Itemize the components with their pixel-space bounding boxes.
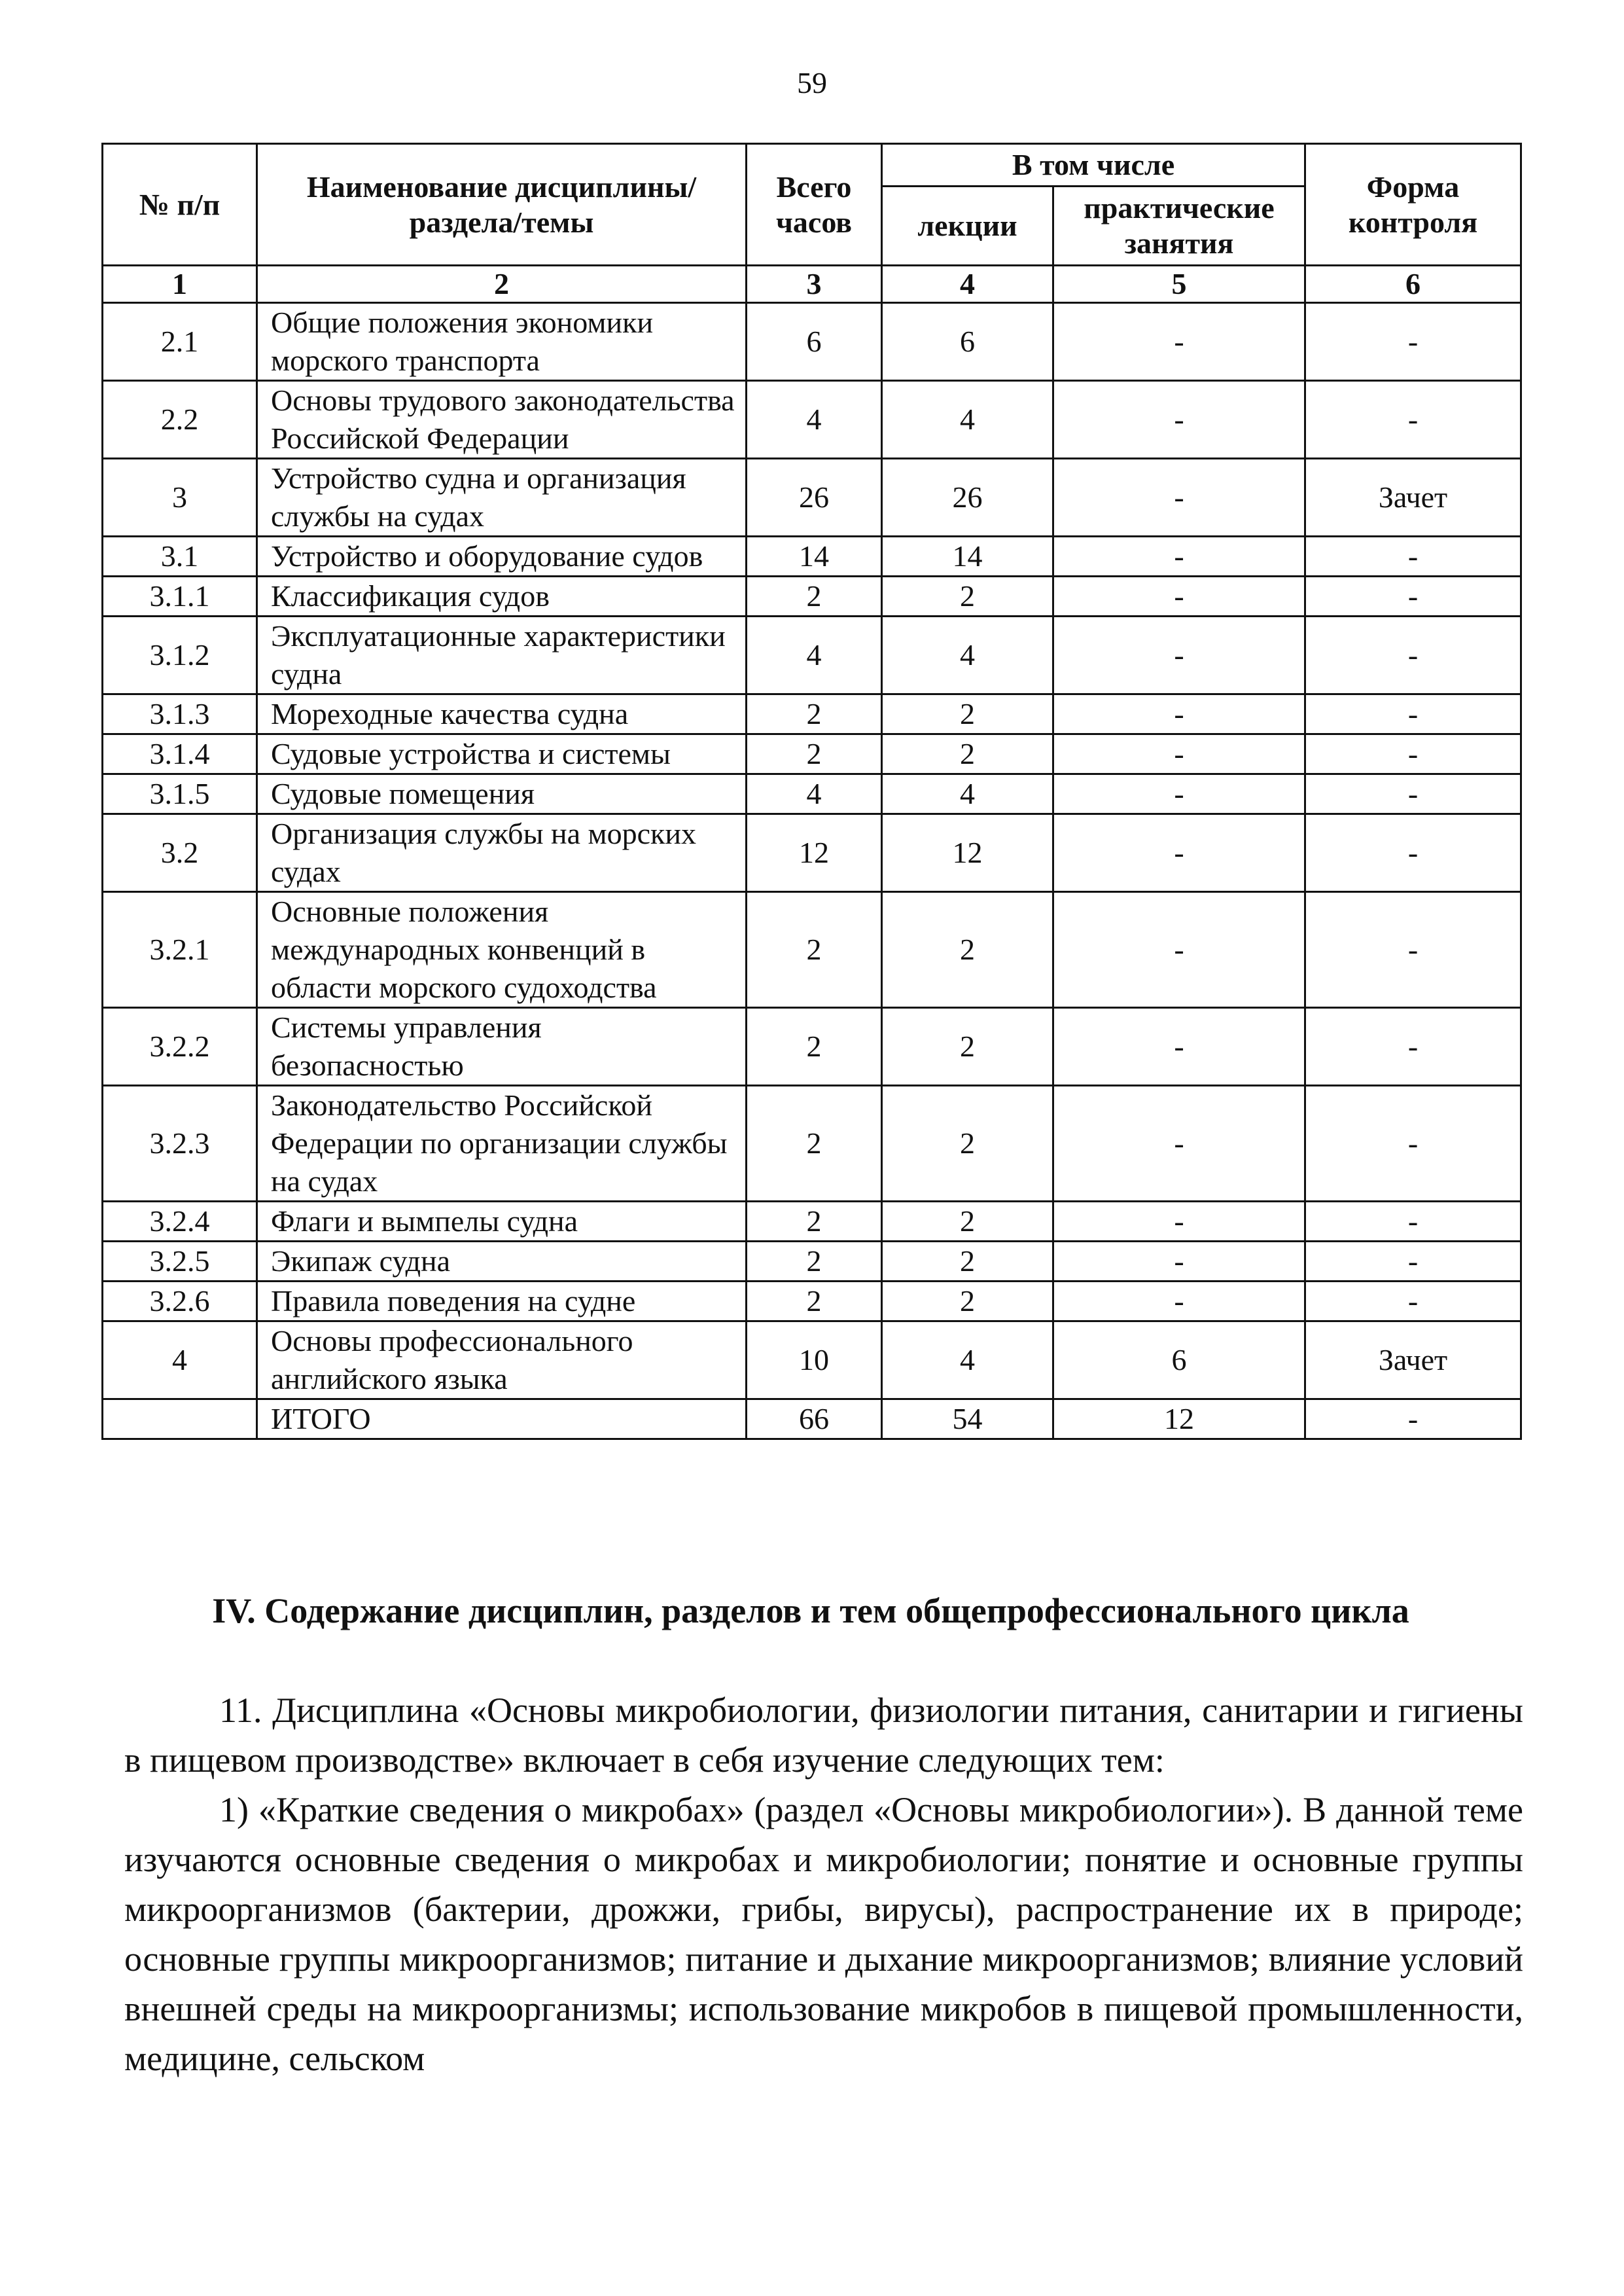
- index-cell: 6: [1305, 266, 1521, 303]
- row-number: 3: [103, 459, 257, 537]
- row-name: Основы профессионального английского языка: [257, 1321, 747, 1399]
- row-name: Эксплуатационные характеристики судна: [257, 617, 747, 694]
- row-lecture-hours: 14: [882, 537, 1053, 577]
- row-number: 3.2.4: [103, 1202, 257, 1242]
- row-practice-hours: -: [1053, 537, 1305, 577]
- index-cell: 4: [882, 266, 1053, 303]
- row-name: Устройство и оборудование судов: [257, 537, 747, 577]
- row-control-form: -: [1305, 577, 1521, 617]
- row-practice-hours: -: [1053, 617, 1305, 694]
- row-control-form: -: [1305, 1242, 1521, 1282]
- row-name: Законодательство Российской Федерации по организации службы на судах: [257, 1086, 747, 1202]
- row-number: 3.2: [103, 814, 257, 892]
- row-practice-hours: -: [1053, 734, 1305, 774]
- row-total-hours: 4: [747, 617, 882, 694]
- row-control-form: Зачет: [1305, 1321, 1521, 1399]
- row-practice-hours: -: [1053, 1282, 1305, 1321]
- row-control-form: -: [1305, 1399, 1521, 1439]
- row-lecture-hours: 2: [882, 1086, 1053, 1202]
- row-total-hours: 4: [747, 774, 882, 814]
- row-name: Судовые помещения: [257, 774, 747, 814]
- row-total-hours: 2: [747, 694, 882, 734]
- row-practice-hours: 6: [1053, 1321, 1305, 1399]
- row-control-form: -: [1305, 694, 1521, 734]
- row-name: Основы трудового законодательства Российской Федерации: [257, 381, 747, 459]
- row-control-form: -: [1305, 1202, 1521, 1242]
- row-number: 2.1: [103, 303, 257, 381]
- row-practice-hours: -: [1053, 1242, 1305, 1282]
- header-num: № п/п: [103, 144, 257, 266]
- row-control-form: -: [1305, 1008, 1521, 1086]
- row-lecture-hours: 2: [882, 1242, 1053, 1282]
- paragraph: 11. Дисциплина «Основы микробиологии, физиологии питания, санитарии и гигиены в пищевом производстве» включает в себя изучение следующих тем:: [124, 1691, 1523, 1780]
- row-number: 3.2.2: [103, 1008, 257, 1086]
- row-name: Классификация судов: [257, 577, 747, 617]
- index-cell: 3: [747, 266, 882, 303]
- row-number: 4: [103, 1321, 257, 1399]
- row-practice-hours: -: [1053, 381, 1305, 459]
- row-lecture-hours: 4: [882, 381, 1053, 459]
- row-lecture-hours: 4: [882, 1321, 1053, 1399]
- row-number: 3.2.6: [103, 1282, 257, 1321]
- row-total-hours: 14: [747, 537, 882, 577]
- row-total-hours: 26: [747, 459, 882, 537]
- row-lecture-hours: 4: [882, 617, 1053, 694]
- row-lecture-hours: 2: [882, 1282, 1053, 1321]
- row-number: 3.2.5: [103, 1242, 257, 1282]
- paragraph: 1) «Краткие сведения о микробах» (раздел «Основы микробиологии»). В данной теме изучаются основные сведения о микробах и микробиологии; понятие и основные группы микроорганизмов (бактерии, дрожжи, грибы, вирусы), распространение их в природе; основные группы микроорганизмов; питание и дыхание микроорганизмов; влияние условий внешней среды на микроорганизмы; использование микробов в пищевой промышленности, медицине, сельском: [124, 1790, 1523, 2078]
- row-lecture-hours: 12: [882, 814, 1053, 892]
- row-control-form: -: [1305, 303, 1521, 381]
- table-row: [103, 617, 1521, 694]
- table-row: [103, 1282, 1521, 1321]
- row-name: Общие положения экономики морского транспорта: [257, 303, 747, 381]
- row-practice-hours: -: [1053, 1086, 1305, 1202]
- row-total-hours: 6: [747, 303, 882, 381]
- row-control-form: -: [1305, 537, 1521, 577]
- row-lecture-hours: 2: [882, 1008, 1053, 1086]
- row-name: ИТОГО: [257, 1399, 747, 1439]
- header-total: Всего часов: [747, 144, 882, 266]
- row-number: 2.2: [103, 381, 257, 459]
- row-total-hours: 66: [747, 1399, 882, 1439]
- body-text: [124, 1685, 1523, 2083]
- row-number: 3.2.1: [103, 892, 257, 1008]
- table-row: [103, 303, 1521, 381]
- row-number: 3.1.4: [103, 734, 257, 774]
- row-total-hours: 2: [747, 1086, 882, 1202]
- row-total-hours: 2: [747, 1008, 882, 1086]
- row-practice-hours: 12: [1053, 1399, 1305, 1439]
- row-name: Системы управления безопасностью: [257, 1008, 747, 1086]
- row-lecture-hours: 6: [882, 303, 1053, 381]
- table-row: [103, 537, 1521, 577]
- row-control-form: -: [1305, 892, 1521, 1008]
- table-row: [103, 381, 1521, 459]
- row-lecture-hours: 26: [882, 459, 1053, 537]
- header-name: Наименование дисциплины/раздела/темы: [257, 144, 747, 266]
- row-total-hours: 12: [747, 814, 882, 892]
- row-number: 3.1.5: [103, 774, 257, 814]
- index-cell: 1: [103, 266, 257, 303]
- row-total-hours: 10: [747, 1321, 882, 1399]
- row-total-hours: 2: [747, 1282, 882, 1321]
- row-practice-hours: -: [1053, 577, 1305, 617]
- row-name: Судовые устройства и системы: [257, 734, 747, 774]
- row-practice-hours: -: [1053, 303, 1305, 381]
- page-number: 59: [797, 66, 827, 99]
- row-practice-hours: -: [1053, 694, 1305, 734]
- row-name: Правила поведения на судне: [257, 1282, 747, 1321]
- table-row: [103, 734, 1521, 774]
- section-heading: IV. Содержание дисциплин, разделов и тем общепрофессионального цикла: [212, 1591, 1409, 1630]
- row-name: Организация службы на морских судах: [257, 814, 747, 892]
- table-row: [103, 577, 1521, 617]
- column-index-row: [103, 266, 1521, 303]
- row-practice-hours: -: [1053, 1008, 1305, 1086]
- curriculum-table: [101, 143, 1522, 1440]
- table-row: [103, 892, 1521, 1008]
- row-total-hours: 4: [747, 381, 882, 459]
- row-number: 3.1.2: [103, 617, 257, 694]
- row-control-form: -: [1305, 1086, 1521, 1202]
- header-control: Форма контроля: [1305, 144, 1521, 266]
- table-row: [103, 1008, 1521, 1086]
- row-number: 3.1.1: [103, 577, 257, 617]
- row-lecture-hours: 2: [882, 734, 1053, 774]
- table-row: [103, 1399, 1521, 1439]
- row-control-form: -: [1305, 814, 1521, 892]
- header-lectures: лекции: [882, 187, 1053, 266]
- row-name: Экипаж судна: [257, 1242, 747, 1282]
- table-row: [103, 1086, 1521, 1202]
- row-total-hours: 2: [747, 577, 882, 617]
- row-control-form: -: [1305, 381, 1521, 459]
- table-row: [103, 459, 1521, 537]
- index-cell: 2: [257, 266, 747, 303]
- row-control-form: Зачет: [1305, 459, 1521, 537]
- table-row: [103, 774, 1521, 814]
- header-including: В том числе: [882, 144, 1305, 187]
- row-total-hours: 2: [747, 734, 882, 774]
- row-number: [103, 1399, 257, 1439]
- row-number: 3.1.3: [103, 694, 257, 734]
- table-row: [103, 814, 1521, 892]
- table-row: [103, 1321, 1521, 1399]
- row-number: 3.2.3: [103, 1086, 257, 1202]
- row-lecture-hours: 4: [882, 774, 1053, 814]
- header-practice: практические занятия: [1053, 187, 1305, 266]
- table-row: [103, 1242, 1521, 1282]
- row-number: 3.1: [103, 537, 257, 577]
- row-practice-hours: -: [1053, 774, 1305, 814]
- row-control-form: -: [1305, 734, 1521, 774]
- row-control-form: -: [1305, 1282, 1521, 1321]
- row-name: Мореходные качества судна: [257, 694, 747, 734]
- row-lecture-hours: 2: [882, 1202, 1053, 1242]
- row-practice-hours: -: [1053, 892, 1305, 1008]
- row-practice-hours: -: [1053, 1202, 1305, 1242]
- row-practice-hours: -: [1053, 459, 1305, 537]
- table-body: [103, 303, 1521, 1439]
- table-row: [103, 694, 1521, 734]
- row-total-hours: 2: [747, 1202, 882, 1242]
- row-total-hours: 2: [747, 892, 882, 1008]
- row-total-hours: 2: [747, 1242, 882, 1282]
- row-lecture-hours: 2: [882, 694, 1053, 734]
- row-practice-hours: -: [1053, 814, 1305, 892]
- index-cell: 5: [1053, 266, 1305, 303]
- row-lecture-hours: 2: [882, 892, 1053, 1008]
- row-lecture-hours: 54: [882, 1399, 1053, 1439]
- row-control-form: -: [1305, 617, 1521, 694]
- table-row: [103, 1202, 1521, 1242]
- row-control-form: -: [1305, 774, 1521, 814]
- row-name: Основные положения международных конвенций в области морского судоходства: [257, 892, 747, 1008]
- row-name: Устройство судна и организация службы на судах: [257, 459, 747, 537]
- row-lecture-hours: 2: [882, 577, 1053, 617]
- row-name: Флаги и вымпелы судна: [257, 1202, 747, 1242]
